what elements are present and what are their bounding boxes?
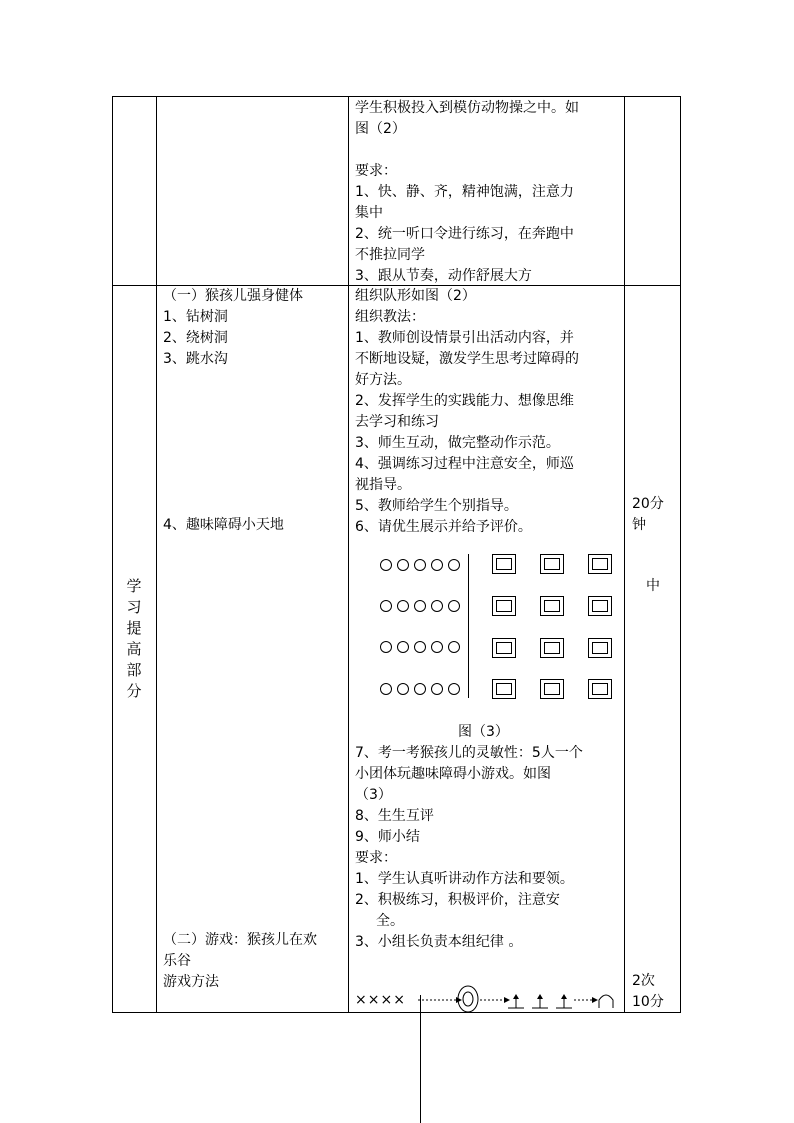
text-line: 视指导。 bbox=[355, 477, 411, 493]
text-line: 不推拉同学 bbox=[355, 247, 425, 263]
text-line: 全。 bbox=[376, 913, 404, 929]
arrow-up-icon bbox=[561, 994, 567, 999]
text-line: 8、生生互评 bbox=[355, 808, 434, 824]
obstacle-box-icon bbox=[492, 554, 516, 574]
section-char: 学 bbox=[126, 577, 142, 595]
student-circle-icon bbox=[414, 641, 426, 653]
student-circle-icon bbox=[431, 600, 443, 612]
game-content bbox=[163, 930, 317, 993]
text-line: 3、小组长负责本组纪律 。 bbox=[355, 934, 523, 950]
text-line: 2、积极练习，积极评价，注意安 bbox=[355, 892, 560, 908]
student-circles-row bbox=[380, 596, 465, 617]
arrow-icon bbox=[592, 997, 598, 1003]
vertical-guide-line bbox=[420, 995, 421, 1123]
start-line bbox=[468, 554, 469, 698]
obstacle-box-icon bbox=[492, 679, 516, 699]
section-char: 提 bbox=[126, 619, 142, 637]
obstacle-box-icon bbox=[588, 638, 612, 658]
method-list bbox=[355, 286, 579, 538]
obstacle-box-icon bbox=[540, 679, 564, 699]
student-circle-icon bbox=[397, 641, 409, 653]
text-line: 6、请优生展示并给予评价。 bbox=[355, 519, 532, 535]
arrow-icon bbox=[504, 997, 510, 1003]
text-line: 5、教师给学生个别指导。 bbox=[355, 498, 518, 514]
obstacle-box-icon bbox=[540, 638, 564, 658]
student-circle-icon bbox=[397, 683, 409, 695]
table-border-right bbox=[680, 96, 681, 1013]
table-col-divider-2 bbox=[348, 96, 349, 1013]
student-circle-icon bbox=[448, 641, 460, 653]
table-col-divider-3 bbox=[624, 96, 625, 1013]
student-circle-icon bbox=[414, 600, 426, 612]
section-char: 部 bbox=[126, 661, 142, 679]
obstacle-box-icon bbox=[540, 554, 564, 574]
student-circle-icon bbox=[431, 559, 443, 571]
text-line: 要求： bbox=[355, 163, 397, 179]
text-line: 7、考一考猴孩儿的灵敏性：5人一个 bbox=[355, 745, 583, 761]
figure-caption: 图（3） bbox=[458, 724, 509, 740]
student-circles-row bbox=[380, 637, 465, 658]
text-line: 学生积极投入到模仿动物操之中。如 bbox=[355, 100, 579, 116]
text-line: 不断地设疑，激发学生思考过障碍的 bbox=[355, 351, 579, 367]
game-heading-cont: 乐谷 bbox=[163, 953, 191, 969]
game-count: 2次 bbox=[632, 973, 655, 989]
student-circles-row bbox=[380, 555, 465, 576]
text-line bbox=[355, 140, 579, 161]
time-value: 20分 bbox=[632, 496, 664, 512]
row1-method-text bbox=[355, 98, 579, 287]
student-circle-icon bbox=[431, 683, 443, 695]
student-circle-icon bbox=[380, 641, 392, 653]
student-circle-icon bbox=[380, 683, 392, 695]
text-line: 图（2） bbox=[355, 121, 406, 137]
text-line: 组织队形如图（2） bbox=[355, 288, 476, 304]
obstacle-box-icon bbox=[492, 596, 516, 616]
time-allocation bbox=[632, 494, 664, 536]
game-time bbox=[632, 971, 664, 1013]
student-circle-icon bbox=[380, 600, 392, 612]
content-item: 1、钻树洞 bbox=[163, 309, 228, 325]
student-circle-icon bbox=[414, 683, 426, 695]
student-circle-icon bbox=[431, 641, 443, 653]
text-line: 小团体玩趣味障碍小游戏。如图 bbox=[355, 766, 551, 782]
game-duration: 10分 bbox=[632, 994, 664, 1010]
student-circle-icon bbox=[397, 600, 409, 612]
text-line: 9、师小结 bbox=[355, 829, 420, 845]
obstacle-box-icon bbox=[588, 596, 612, 616]
text-line: 2、发挥学生的实践能力、想像思维 bbox=[355, 393, 574, 409]
hoop-icon bbox=[458, 986, 478, 1012]
obstacle-box-icon bbox=[588, 554, 612, 574]
student-circle-icon bbox=[380, 559, 392, 571]
student-circle-icon bbox=[397, 559, 409, 571]
arrow-up-icon bbox=[537, 994, 543, 999]
content-item: 2、绕树洞 bbox=[163, 330, 228, 346]
table-border-top bbox=[112, 96, 681, 97]
arrow-up-icon bbox=[513, 994, 519, 999]
student-circle-icon bbox=[448, 683, 460, 695]
text-line: 1、教师创设情景引出活动内容，并 bbox=[355, 330, 574, 346]
section-char: 分 bbox=[126, 682, 142, 700]
student-circle-icon bbox=[414, 559, 426, 571]
hoop-icon bbox=[463, 992, 473, 1006]
content-item: 4、趣味障碍小天地 bbox=[163, 517, 284, 533]
game-method-label: 游戏方法 bbox=[163, 974, 219, 990]
content-list bbox=[163, 286, 303, 370]
text-line: 3、跟从节奏，动作舒展大方 bbox=[355, 268, 532, 284]
text-line: （3） bbox=[355, 787, 392, 803]
obstacle-box-icon bbox=[492, 638, 516, 658]
text-line: 要求： bbox=[355, 850, 397, 866]
text-line: 1、学生认真听讲动作方法和要领。 bbox=[355, 871, 574, 887]
obstacle-box-icon bbox=[588, 679, 612, 699]
method-list-continued bbox=[355, 743, 583, 953]
text-line: 好方法。 bbox=[355, 372, 411, 388]
text-line: 4、强调练习过程中注意安全，师巡 bbox=[355, 456, 574, 472]
table-col-divider-1 bbox=[156, 96, 157, 1013]
table-border-left bbox=[112, 96, 113, 1013]
content-heading: （一）猴孩儿强身健体 bbox=[163, 288, 303, 304]
text-line: 集中 bbox=[355, 205, 383, 221]
intensity-label: 中 bbox=[646, 578, 660, 594]
player-marks: ×××× bbox=[355, 992, 406, 1008]
time-unit: 钟 bbox=[632, 517, 646, 533]
section-char: 习 bbox=[126, 598, 142, 616]
text-line: 去学习和练习 bbox=[355, 414, 439, 430]
section-label bbox=[124, 576, 144, 702]
game-heading: （二）游戏：猴孩儿在欢 bbox=[163, 932, 317, 948]
student-circles-row bbox=[380, 679, 465, 700]
text-line: 3、师生互动，做完整动作示范。 bbox=[355, 435, 560, 451]
arch-icon bbox=[599, 995, 613, 1008]
student-circle-icon bbox=[448, 600, 460, 612]
obstacle-box-icon bbox=[540, 596, 564, 616]
section-char: 高 bbox=[126, 640, 142, 658]
text-line: 1、快、静、齐，精神饱满，注意力 bbox=[355, 184, 574, 200]
text-line: 2、统一听口令进行练习，在奔跑中 bbox=[355, 226, 574, 242]
arrow-icon bbox=[456, 997, 462, 1003]
text-line: 组织教法： bbox=[355, 309, 425, 325]
content-item: 3、跳水沟 bbox=[163, 351, 228, 367]
student-circle-icon bbox=[448, 559, 460, 571]
